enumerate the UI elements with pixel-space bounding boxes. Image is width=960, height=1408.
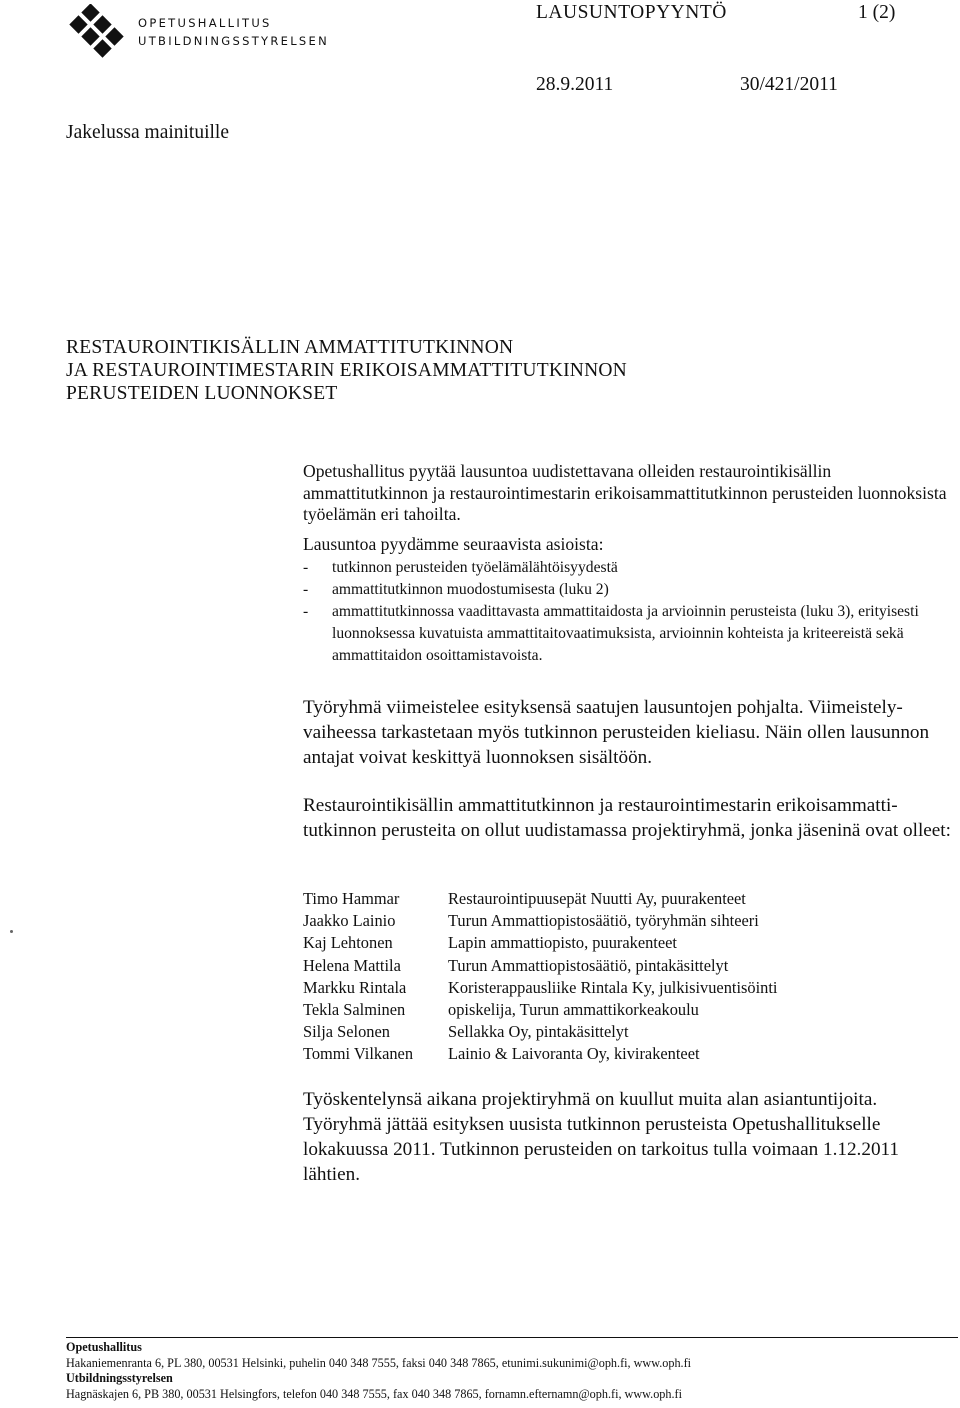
page-number: 1 (2)	[858, 2, 896, 23]
member-row	[303, 888, 777, 910]
list-item: - ammattitutkinnon muodostumisesta (luku 2)	[303, 579, 953, 601]
scan-speck	[10, 930, 13, 933]
member-organization: Restaurointipuusepät Nuutti Ay, puurakenteet	[448, 889, 746, 908]
member-name: Jaakko Lainio	[303, 911, 396, 931]
member-name: Kaj Lehtonen	[303, 933, 393, 953]
footer-address-finnish: Hakaniemenranta 6, PL 380, 00531 Helsinki, puhelin 040 348 7555, faksi 040 348 7865, etunimi.sukunimi@oph.fi, www.oph.fi	[66, 1355, 692, 1370]
diamond-logo-icon	[62, 4, 134, 64]
member-name: Silja Selonen	[303, 1022, 390, 1042]
member-name: Markku Rintala	[303, 977, 407, 997]
members-table	[303, 888, 777, 1066]
intro-paragraph: Opetushallitus pyytää lausuntoa uudistettavana olleiden restaurointikisällin ammattitutkinnon ja restaurointimestarin erikoisammattitutkinnon perusteiden luonnoksista työelämän eri tahoilta.	[303, 461, 947, 524]
member-name: Tommi Vilkanen	[303, 1044, 414, 1064]
logo-text	[138, 14, 329, 50]
footer-org-finnish: Opetushallitus	[66, 1340, 142, 1354]
member-organization: Turun Ammattiopistosäätiö, pintakäsittelyt	[448, 955, 729, 975]
title-line-1: RESTAUROINTIKISÄLLIN AMMATTITUTKINNON	[66, 337, 514, 358]
member-organization: Lapin ammattiopisto, puurakenteet	[448, 933, 677, 953]
member-organization: opiskelija, Turun ammattikorkeakoulu	[448, 1000, 699, 1020]
member-name: Tekla Salminen	[303, 1000, 406, 1020]
member-name: Helena Mattila	[303, 955, 401, 975]
member-row	[303, 932, 777, 954]
member-row	[303, 1021, 777, 1043]
document-date: 28.9.2011	[536, 74, 614, 95]
document-title	[66, 336, 627, 405]
org-name-finnish: OPETUSHALLITUS	[138, 16, 272, 30]
member-row	[303, 910, 777, 932]
footer-address-swedish: Hagnäskajen 6, PB 380, 00531 Helsingfors, telefon 040 348 7555, fax 040 348 7865, fornamn.efternamn@oph.fi, www.oph.fi	[66, 1386, 682, 1401]
footer	[66, 1340, 691, 1402]
schedule-paragraph: Työskentelynsä aikana projektiryhmä on kuullut muita alan asiantuntijoita. Työryhmä jättää esityksen uusista tutkinnon perusteista Opetushallitukselle lokakuussa 2011. Tutkinnon perusteiden on tarkoitus tulla voimaan 1.12.2011 lähtien.	[303, 1089, 900, 1185]
list-item: - tutkinnon perusteiden työelämälähtöisyydestä	[303, 557, 953, 579]
document-number: 30/421/2011	[740, 74, 838, 95]
finalization-paragraph: Työryhmä viimeistelee esityksensä saatujen lausuntojen pohjalta. Viimeistely-vaiheessa tarkastetaan myös tutkinnon perusteiden kieliasu. Näin ollen lausunnon antajat voivat keskittyä luonnoksen sisältöön.	[303, 697, 930, 768]
title-line-2: JA RESTAUROINTIMESTARIN ERIKOISAMMATTITUTKINNON	[66, 360, 627, 381]
member-organization: Lainio & Laivoranta Oy, kivirakenteet	[448, 1044, 700, 1064]
member-organization: Sellakka Oy, pintakäsittelyt	[448, 1022, 629, 1042]
member-name: Timo Hammar	[303, 889, 400, 908]
project-group-paragraph: Restaurointikisällin ammattitutkinnon ja restaurointimestarin erikoisammatti-tutkinnon perusteita on ollut uudistamassa projektiryhmä, jonka jäseninä ovat olleet:	[303, 795, 951, 841]
member-row	[303, 977, 777, 999]
list-item: - ammattitutkinnossa vaadittavasta ammattitaidosta ja arvioinnin perusteista (luku 3), erityisesti luonnoksessa kuvatuista ammattitaitovaatimuksista, arvioinnin kohteista ja kriteereistä sekä ammattitaidon osoittamistavoista.	[303, 601, 953, 667]
title-line-3: PERUSTEIDEN LUONNOKSET	[66, 383, 338, 404]
footer-org-swedish: Utbildningsstyrelsen	[66, 1371, 173, 1385]
footer-divider	[66, 1337, 958, 1338]
member-row	[303, 999, 777, 1021]
member-organization: Koristerappausliike Rintala Ky, julkisivuentisöinti	[448, 977, 778, 997]
member-organization: Turun Ammattiopistosäätiö, työryhmän sihteeri	[448, 911, 759, 931]
recipient: Jakelussa mainituille	[66, 122, 230, 143]
request-list-intro: Lausuntoa pyydämme seuraavista asioista:	[303, 534, 604, 554]
document-type: LAUSUNTOPYYNTÖ	[536, 2, 727, 23]
request-list	[303, 557, 953, 667]
member-row	[303, 955, 777, 977]
member-row	[303, 1043, 777, 1065]
org-name-swedish: UTBILDNINGSSTYRELSEN	[138, 34, 329, 48]
